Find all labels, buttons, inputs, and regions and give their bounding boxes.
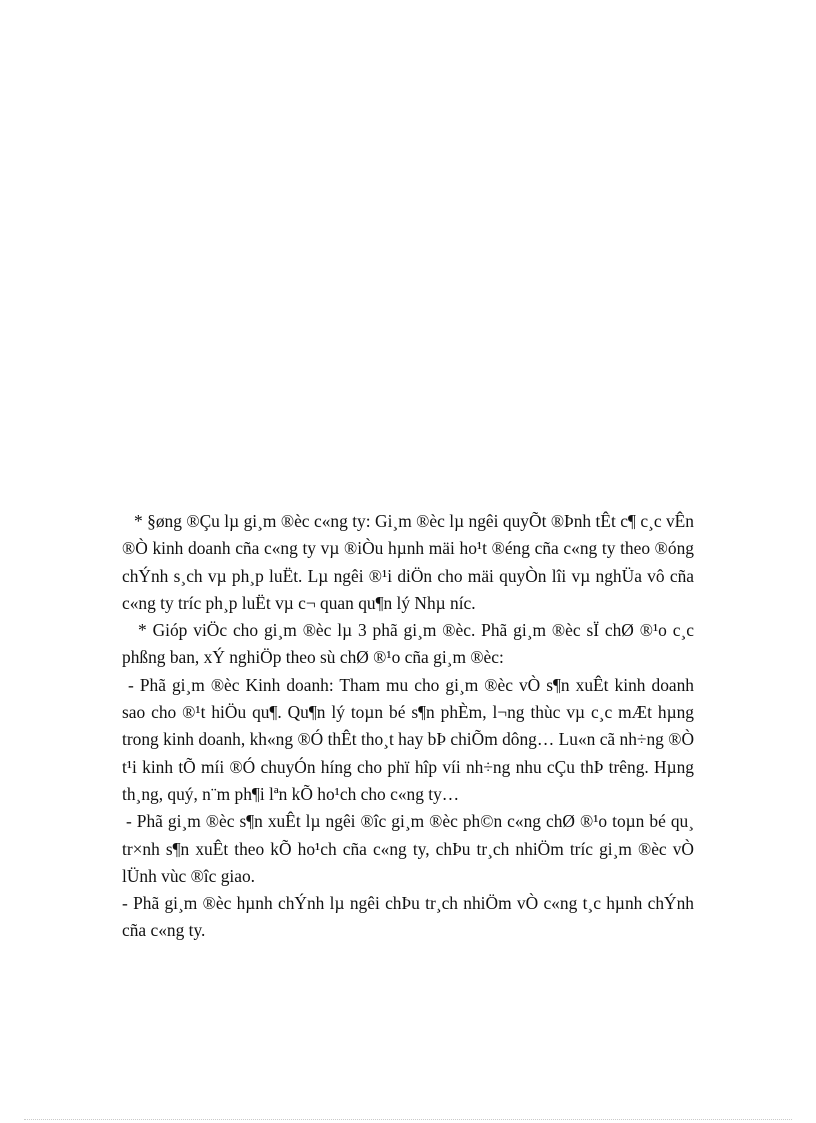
paragraph-deputy-production: - Phã gi¸m ®èc s¶n xuÊt lµ ngêi ®îc gi¸m ®èc ph©n c«ng chØ ®¹o toµn bé qu¸ tr×nh s¶n xuÊt theo kÕ ho¹ch cña c«ng ty, chÞu tr¸ch nhiÖm tríc gi¸m ®èc vÒ lÜnh vùc ®îc giao. — [122, 811, 694, 886]
paragraph-deputy-business: - Phã gi¸m ®èc Kinh doanh: Tham mu cho gi¸m ®èc vÒ s¶n xuÊt kinh doanh sao cho ®¹t hiÖu qu¶. Qu¶n lý toµn bé s¶n phÈm, l¬ng thùc vµ c¸c mÆt hµng trong kinh doanh, kh«ng ®Ó thÊt tho¸t hay bÞ chiÕm dông… Lu«n cã nh÷ng ®Ò t¹i kinh tÕ míi ®Ó chuyÓn híng cho phï hîp víi nh÷ng nhu cÇu thÞ trêng. Hµng th¸ng, quý, n¨m ph¶i lªn kÕ ho¹ch cho c«ng ty… — [122, 674, 694, 804]
paragraph-deputy-directors: * Gióp viÖc cho gi¸m ®èc lµ 3 phã gi¸m ®èc. Phã gi¸m ®èc sÏ chØ ®¹o c¸c phßng ban, xÝ nghiÖp theo sù chØ ®¹o cña gi¸m ®èc: — [122, 620, 694, 668]
paragraph-director: * §øng ®Çu lµ gi¸m ®èc c«ng ty: Gi¸m ®èc lµ ngêi quyÕt ®Þnh tÊt c¶ c¸c vÊn ®Ò kinh doanh cña c«ng ty vµ ®iÒu hµnh mäi ho¹t ®éng cña c«ng ty theo ®óng chÝnh s¸ch vµ ph¸p luËt. Lµ ngêi ®¹i diÖn cho mäi quyÒn lîi vµ nghÜa vô cña c«ng ty tríc ph¸p luËt vµ c¬ quan qu¶n lý Nhµ níc. — [122, 511, 694, 613]
paragraph-deputy-administration: - Phã gi¸m ®èc hµnh chÝnh lµ ngêi chÞu tr¸ch nhiÖm vÒ c«ng t¸c hµnh chÝnh cña c«ng ty. — [122, 893, 694, 941]
page-bottom-divider — [24, 1119, 792, 1120]
body-text — [122, 508, 694, 945]
